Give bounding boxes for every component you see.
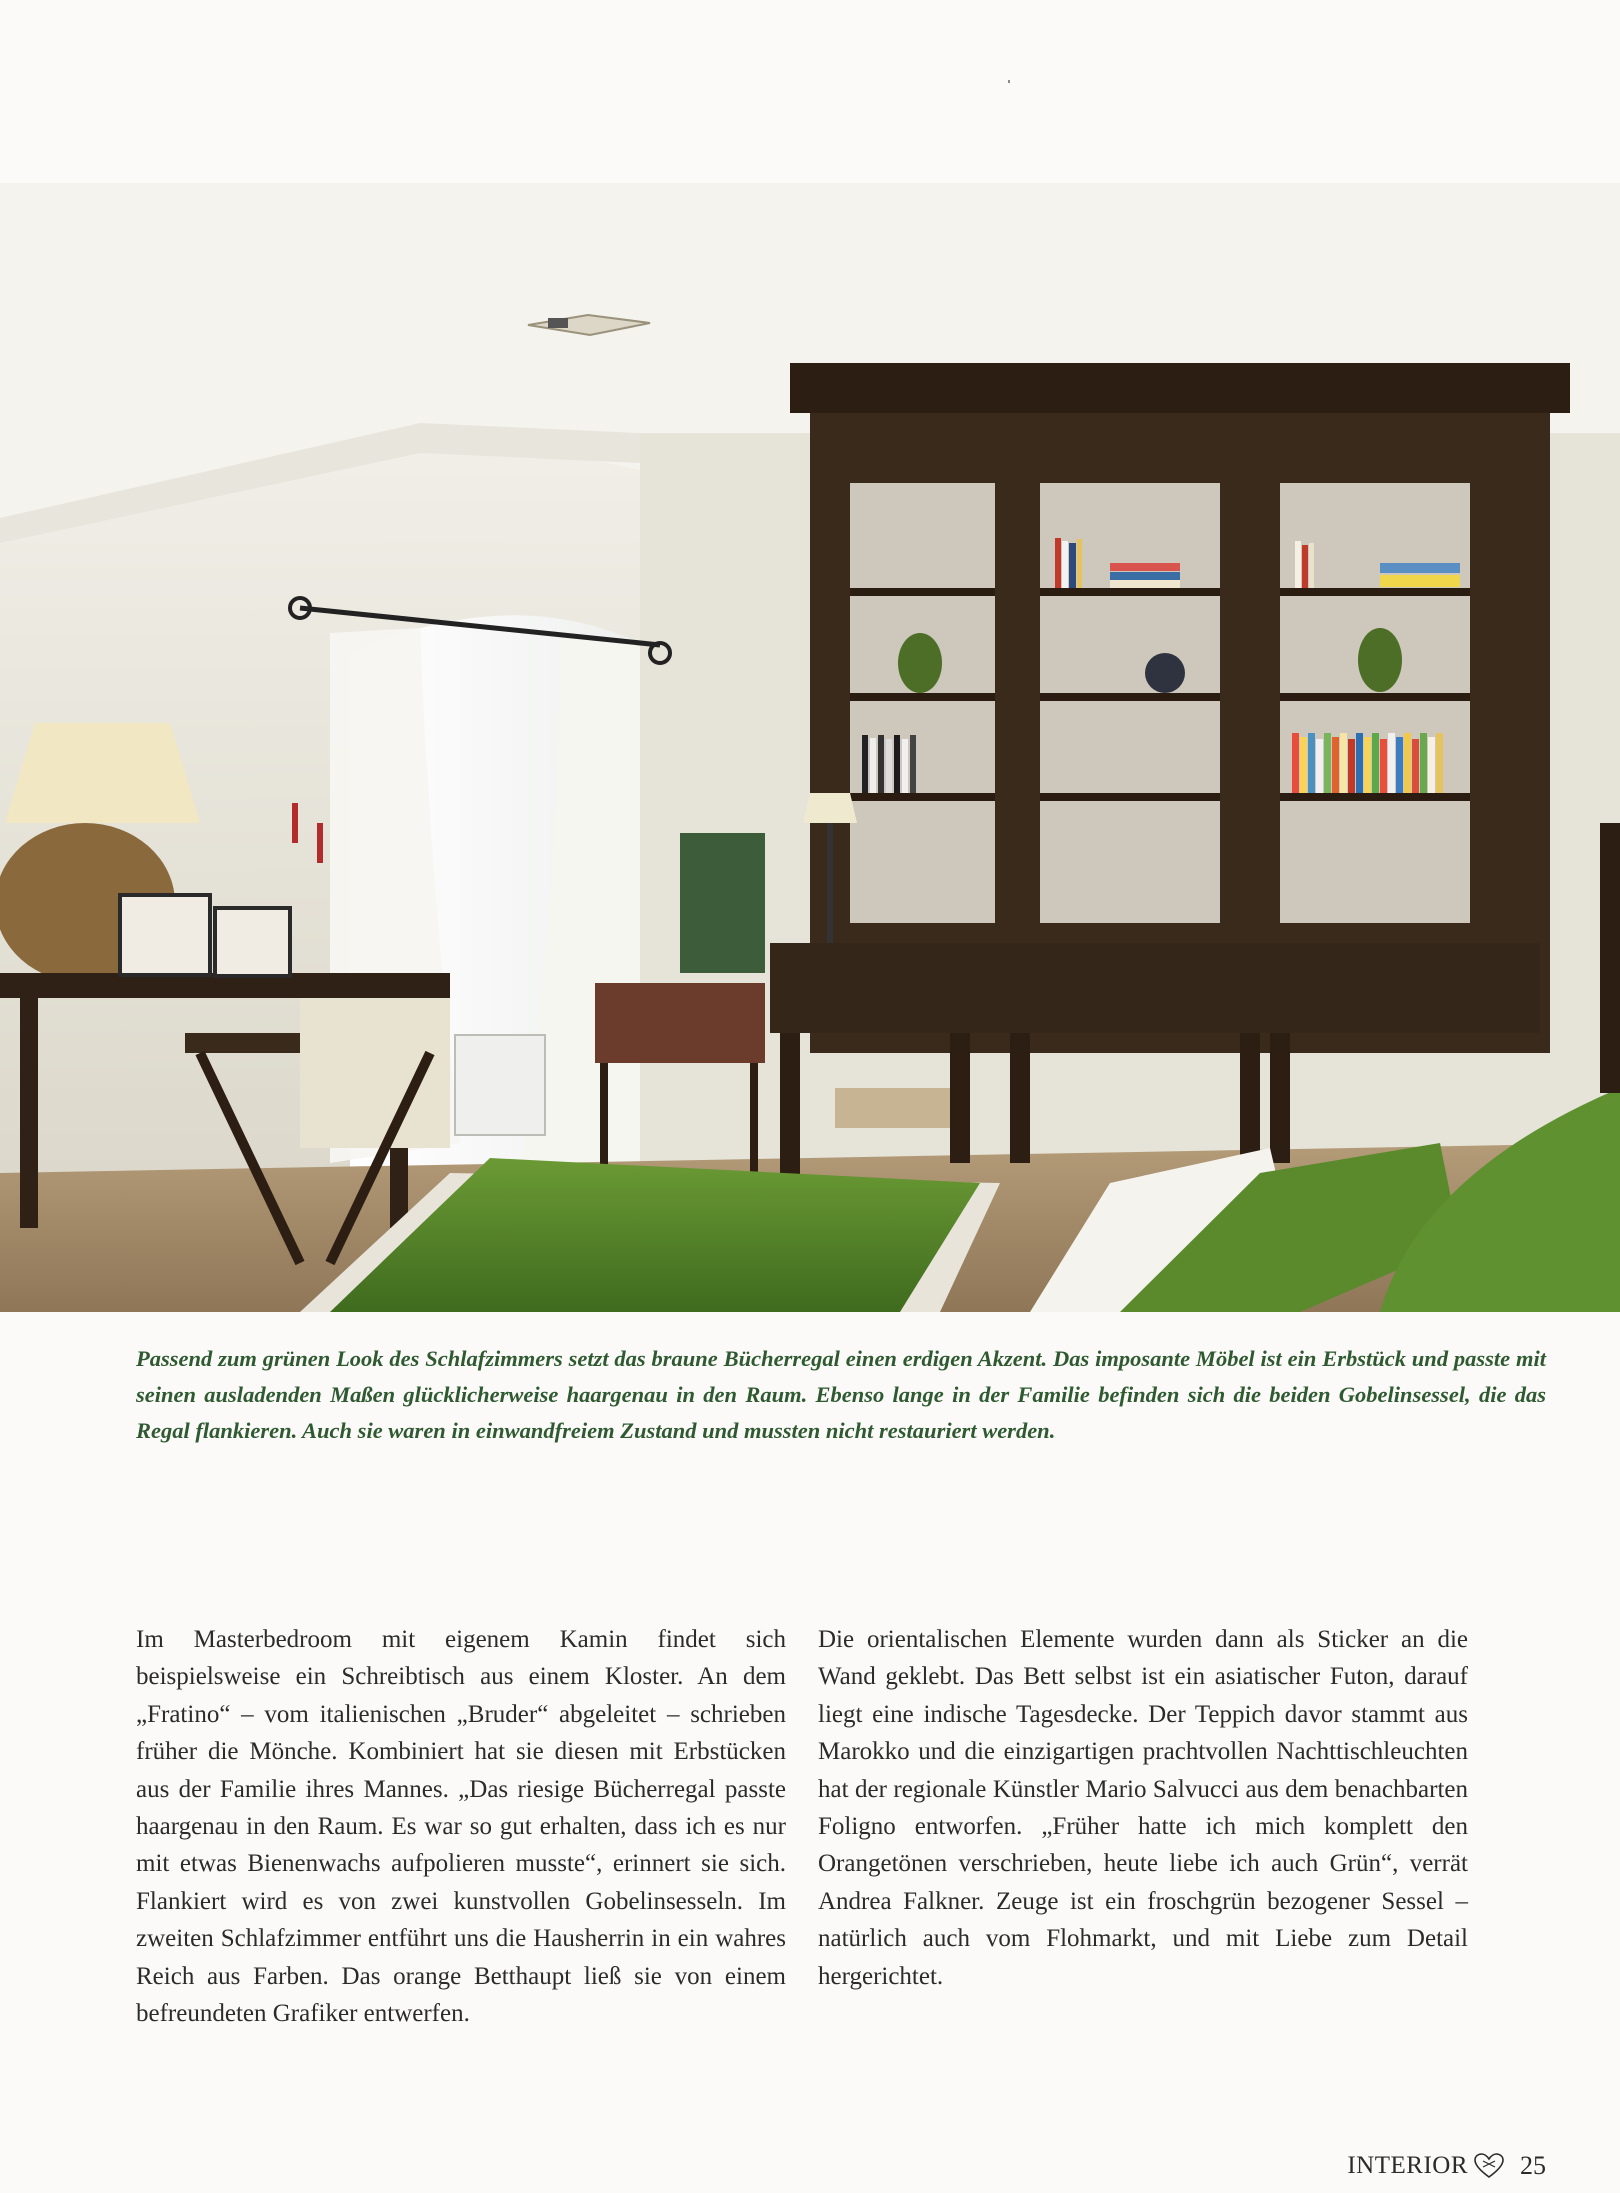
page-number: 25 [1520, 2151, 1546, 2180]
page-footer [1347, 2151, 1546, 2181]
section-label: INTERIOR [1347, 2152, 1468, 2179]
bedroom-photo [0, 183, 1620, 1312]
body-text-right-column: Die orientalischen Elemente wurden dann als Sticker an die Wand geklebt. Das Bett selbst ist ein asiatischer Futon, darauf liegt eine indische Tagesdecke. Der Teppich davor stammt aus Marokko und die einzigartigen prachtvollen Nachttischleuchten hat der regionale Künstler Mario Salvucci aus dem benachbarten Foligno entworfen. „Früher hatte ich mich komplett den Orangetönen verschrieben, heute liebe ich auch Grün“, verrät Andrea Falkner. Zeuge ist ein froschgrün bezogener Sessel – natürlich auch vom Flohmarkt, und mit Liebe zum Detail hergerichtet. [818, 1626, 1468, 1990]
photo-caption: Passend zum grünen Look des Schlafzimmers setzt das braune Bücherregal einen erdigen Akzent. Das imposante Möbel ist ein Erbstück und passte mit seinen ausladenden Maßen glücklicherweise haargenau in den Raum. Ebenso lange in der Familie befinden sich die beiden Gobelinsessel, die das Regal flankieren. Auch sie waren in einwandfreiem Zustand und mussten nicht restauriert werden. [136, 1346, 1546, 1443]
body-text-left-column: Im Masterbedroom mit eigenem Kamin findet sich beispielsweise ein Schreibtisch aus einem Kloster. An dem „Fratino“ – vom italienischen „Bruder“ abgeleitet – schrieben früher die Mönche. Kombiniert hat sie diesen mit Erbstücken aus der Familie ihres Mannes. „Das riesige Bücherregal passte haargenau in den Raum. Es war so gut erhalten, dass ich es nur mit etwas Bienenwachs aufpolieren musste“, erinnert sie sich. Flankiert wird es von zwei kunstvollen Gobelinsesseln. Im zweiten Schlafzimmer entführt uns die Hausherrin in ein wahres Reich aus Farben. Das orange Betthaupt ließ sie von einem befreundeten Grafiker entwerfen. [136, 1626, 786, 2028]
print-speck [1008, 80, 1010, 83]
heart-icon [1474, 2153, 1504, 2179]
